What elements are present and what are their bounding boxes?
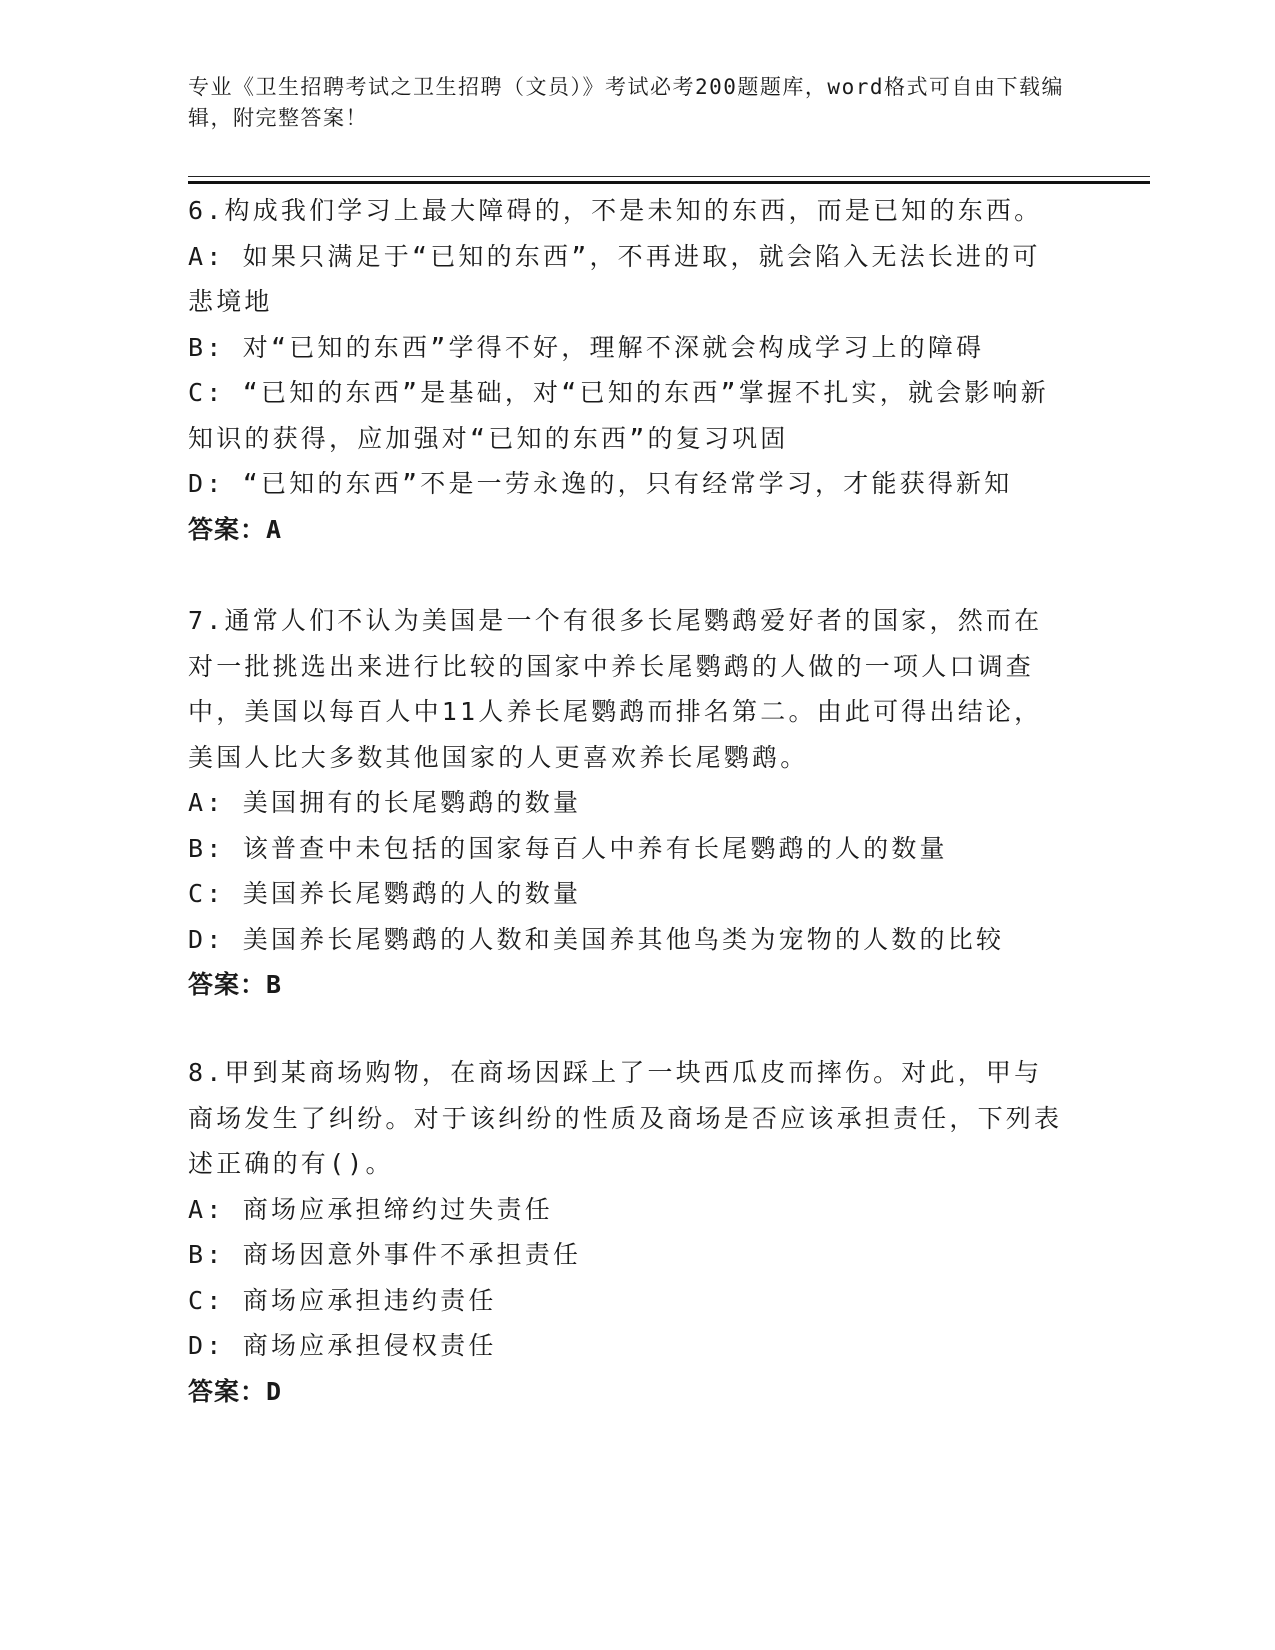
- question-7: [188, 598, 1068, 1008]
- answer-line: 答案：D: [188, 1376, 283, 1406]
- question-8: [188, 1050, 1068, 1414]
- option-b: B: 该普查中未包括的国家每百人中养有长尾鹦鹉的人的数量: [188, 833, 948, 863]
- option-d: D: “已知的东西”不是一劳永逸的，只有经常学习，才能获得新知: [188, 469, 1013, 498]
- question-stem: 6.构成我们学习上最大障碍的，不是未知的东西，而是已知的东西。: [188, 196, 1043, 225]
- header-divider-thick: [188, 181, 1150, 184]
- option-a: A: 商场应承担缔约过失责任: [188, 1194, 553, 1224]
- document-header: [188, 72, 1068, 134]
- option-b: B: 商场因意外事件不承担责任: [188, 1240, 582, 1269]
- question-6: [188, 188, 1068, 552]
- option-c: C: 商场应承担违约责任: [188, 1285, 497, 1315]
- option-a: A: 美国拥有的长尾鹦鹉的数量: [188, 788, 582, 817]
- option-d: D: 美国养长尾鹦鹉的人数和美国养其他鸟类为宠物的人数的比较: [188, 924, 1005, 954]
- answer-line: 答案：B: [188, 970, 283, 999]
- option-b: B: 对“已知的东西”学得不好，理解不深就会构成学习上的障碍: [188, 332, 985, 362]
- option-c: C: 美国养长尾鹦鹉的人的数量: [188, 879, 582, 908]
- header-divider-thin: [188, 176, 1150, 177]
- answer-line: 答案：A: [188, 514, 283, 544]
- option-c: C: “已知的东西”是基础，对“已知的东西”掌握不扎实，就会影响新知识的获得，应加强对“已知的东西”的复习巩固: [188, 378, 1049, 453]
- option-a: A: 如果只满足于“已知的东西”，不再进取，就会陷入无法长进的可悲境地: [188, 241, 1041, 316]
- option-d: D: 商场应承担侵权责任: [188, 1331, 497, 1360]
- question-stem: 7.通常人们不认为美国是一个有很多长尾鹦鹉爱好者的国家，然而在对一批挑选出来进行比较的国家中养长尾鹦鹉的人做的一项人口调查中，美国以每百人中11人养长尾鹦鹉而排名第二。由此可得出结论，美国人比大多数其他国家的人更喜欢养长尾鹦鹉。: [188, 606, 1043, 772]
- header-title: 专业《卫生招聘考试之卫生招聘（文员）》考试必考200题题库，word格式可自由下载编辑，附完整答案！: [188, 75, 1064, 130]
- question-stem: 8.甲到某商场购物，在商场因踩上了一块西瓜皮而摔伤。对此，甲与商场发生了纠纷。对于该纠纷的性质及商场是否应该承担责任，下列表述正确的有()。: [188, 1058, 1063, 1178]
